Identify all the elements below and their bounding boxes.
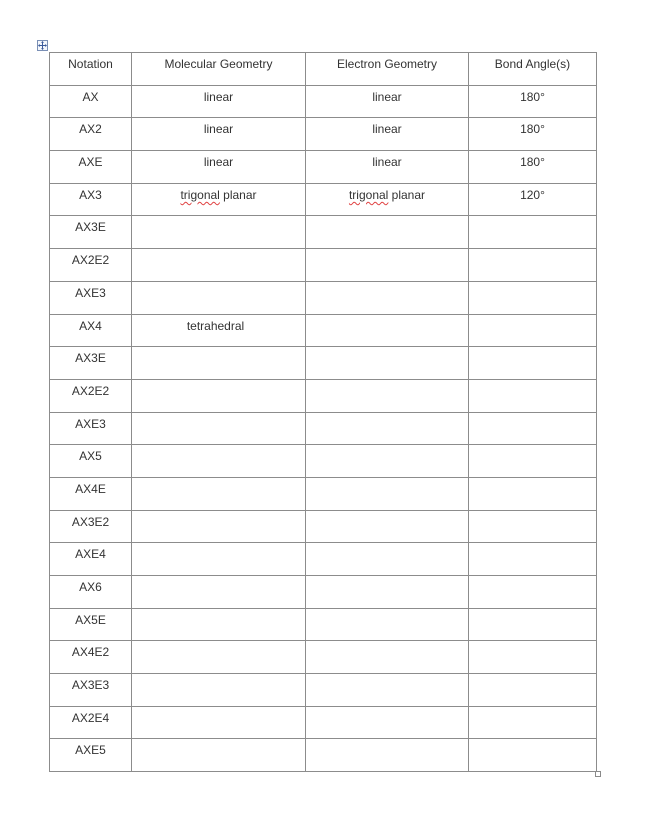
molecular-geometry-cell[interactable] <box>132 412 306 445</box>
electron-geometry-cell-text: trigonal planar <box>348 187 426 202</box>
notation-cell-text: AX3E3 <box>71 678 110 693</box>
electron-geometry-cell-text <box>306 511 468 515</box>
spellcheck-flagged-word[interactable]: trigonal <box>180 187 220 202</box>
molecular-geometry-cell-text <box>132 511 305 515</box>
table-row <box>50 347 597 380</box>
bond-angle-cell[interactable] <box>469 216 597 249</box>
molecular-geometry-cell-text: tetrahedral <box>186 318 245 333</box>
molecular-geometry-cell[interactable] <box>132 183 306 216</box>
notation-cell[interactable] <box>50 641 132 674</box>
bond-angle-cell[interactable] <box>469 739 597 772</box>
molecular-geometry-cell[interactable] <box>132 477 306 510</box>
electron-geometry-cell-text <box>306 609 468 613</box>
electron-geometry-cell[interactable] <box>306 216 469 249</box>
notation-cell-text: AXE5 <box>75 743 106 758</box>
notation-cell[interactable] <box>50 412 132 445</box>
notation-cell[interactable] <box>50 739 132 772</box>
notation-cell[interactable] <box>50 576 132 609</box>
molecular-geometry-cell[interactable] <box>132 608 306 641</box>
four-way-arrow-icon <box>38 41 47 50</box>
molecular-geometry-cell[interactable] <box>132 118 306 151</box>
notation-cell-text: AX2E2 <box>71 383 110 398</box>
bond-angle-cell-text <box>469 576 596 580</box>
header-bond-angles[interactable] <box>469 53 597 86</box>
bond-angle-cell[interactable] <box>469 510 597 543</box>
bond-angle-cell-text <box>469 674 596 678</box>
electron-geometry-cell[interactable] <box>306 445 469 478</box>
bond-angle-cell[interactable] <box>469 445 597 478</box>
electron-geometry-cell[interactable] <box>306 183 469 216</box>
notation-cell[interactable] <box>50 151 132 184</box>
molecular-geometry-cell-text <box>132 609 305 613</box>
header-electron-geometry-label: Electron Geometry <box>336 57 438 71</box>
notation-cell-text: AX3 <box>79 187 102 202</box>
molecular-geometry-cell-text <box>132 249 305 253</box>
electron-geometry-cell-text <box>306 347 468 351</box>
notation-cell[interactable] <box>50 608 132 641</box>
table-row <box>50 576 597 609</box>
notation-cell-text: AX <box>82 89 99 104</box>
notation-cell[interactable] <box>50 510 132 543</box>
notation-cell[interactable] <box>50 183 132 216</box>
table-row <box>50 543 597 576</box>
bond-angle-cell-text: 180° <box>520 155 545 170</box>
molecular-geometry-cell[interactable] <box>132 216 306 249</box>
molecular-geometry-cell-text <box>132 576 305 580</box>
molecular-geometry-cell[interactable] <box>132 706 306 739</box>
bond-angle-cell[interactable] <box>469 641 597 674</box>
electron-geometry-cell-text <box>306 641 468 645</box>
molecular-geometry-cell[interactable] <box>132 347 306 380</box>
table-row <box>50 118 597 151</box>
header-electron-geometry[interactable] <box>306 53 469 86</box>
table-row <box>50 412 597 445</box>
bond-angle-cell-text: 180° <box>520 89 545 104</box>
table-body <box>50 85 597 771</box>
bond-angle-cell-text <box>469 641 596 645</box>
electron-geometry-cell-text <box>306 543 468 547</box>
bond-angle-cell[interactable] <box>469 412 597 445</box>
notation-cell-text: AXE <box>78 155 103 170</box>
electron-geometry-cell-text <box>306 707 468 711</box>
bond-angle-cell[interactable] <box>469 543 597 576</box>
bond-angle-cell[interactable] <box>469 347 597 380</box>
molecular-geometry-cell[interactable] <box>132 314 306 347</box>
notation-cell-text: AX5 <box>79 449 102 464</box>
bond-angle-cell[interactable] <box>469 249 597 282</box>
molecular-geometry-cell-text <box>132 282 305 286</box>
bond-angle-cell-text <box>469 739 596 743</box>
notation-cell[interactable] <box>50 347 132 380</box>
vsepr-geometry-table <box>49 52 597 772</box>
bond-angle-cell-text <box>469 609 596 613</box>
notation-cell-text: AX4 <box>79 318 102 333</box>
notation-cell[interactable] <box>50 216 132 249</box>
notation-cell-text: AX5E <box>75 612 106 627</box>
spellcheck-flagged-word[interactable]: trigonal <box>348 187 389 202</box>
notation-cell-text: AX6 <box>79 580 102 594</box>
electron-geometry-cell[interactable] <box>306 674 469 707</box>
notation-cell-text: AXE3 <box>75 416 106 431</box>
bond-angle-cell-text <box>469 249 596 253</box>
notation-cell[interactable] <box>50 118 132 151</box>
table-row <box>50 674 597 707</box>
molecular-geometry-cell-text <box>132 674 305 678</box>
molecular-geometry-cell-text <box>132 641 305 645</box>
notation-cell-text: AX2E4 <box>71 710 110 725</box>
electron-geometry-cell-text: linear <box>372 155 402 170</box>
bond-angle-cell-text <box>469 707 596 711</box>
table-row <box>50 249 597 282</box>
notation-cell[interactable] <box>50 477 132 510</box>
molecular-geometry-cell-text <box>132 216 305 220</box>
table-row <box>50 151 597 184</box>
electron-geometry-cell-text <box>306 282 468 286</box>
bond-angle-cell-text <box>469 282 596 286</box>
molecular-geometry-cell-text: linear <box>203 155 234 170</box>
molecular-geometry-cell[interactable] <box>132 674 306 707</box>
electron-geometry-cell-text <box>306 216 468 220</box>
table-row <box>50 379 597 412</box>
molecular-geometry-cell[interactable] <box>132 510 306 543</box>
electron-geometry-cell-text <box>306 315 468 319</box>
molecular-geometry-cell-text <box>132 445 305 449</box>
molecular-geometry-cell-text <box>132 543 305 547</box>
notation-cell-text: AX3E <box>75 220 106 235</box>
molecular-geometry-cell-text <box>132 707 305 711</box>
electron-geometry-cell-text <box>306 478 468 482</box>
notation-cell-text: AX4E2 <box>71 645 110 660</box>
molecular-geometry-cell-text: trigonal planar <box>180 187 257 202</box>
table-row <box>50 183 597 216</box>
bond-angle-cell[interactable] <box>469 674 597 707</box>
notation-cell[interactable] <box>50 314 132 347</box>
notation-cell-text: AX3E <box>75 351 106 366</box>
bond-angle-cell[interactable] <box>469 379 597 412</box>
electron-geometry-cell[interactable] <box>306 706 469 739</box>
electron-geometry-cell[interactable] <box>306 412 469 445</box>
electron-geometry-cell[interactable] <box>306 477 469 510</box>
bond-angle-cell[interactable] <box>469 706 597 739</box>
molecular-geometry-cell-text <box>132 478 305 482</box>
table-row <box>50 477 597 510</box>
bond-angle-cell-text <box>469 216 596 220</box>
molecular-geometry-cell[interactable] <box>132 445 306 478</box>
header-molecular-geometry[interactable] <box>132 53 306 86</box>
electron-geometry-cell-text <box>306 380 468 384</box>
electron-geometry-cell-text: linear <box>372 122 402 137</box>
electron-geometry-cell[interactable] <box>306 314 469 347</box>
bond-angle-cell[interactable] <box>469 477 597 510</box>
table-row <box>50 739 597 772</box>
bond-angle-cell[interactable] <box>469 118 597 151</box>
molecular-geometry-cell-text <box>132 739 305 743</box>
molecular-geometry-cell-text <box>132 380 305 384</box>
notation-cell-text: AXE3 <box>75 285 106 300</box>
bond-angle-cell[interactable] <box>469 85 597 118</box>
table-row <box>50 281 597 314</box>
electron-geometry-cell-text <box>306 249 468 253</box>
electron-geometry-cell[interactable] <box>306 739 469 772</box>
bond-angle-cell[interactable] <box>469 576 597 609</box>
electron-geometry-cell[interactable] <box>306 576 469 609</box>
table-header-row <box>50 53 597 86</box>
electron-geometry-cell-text <box>306 413 468 417</box>
electron-geometry-cell[interactable] <box>306 543 469 576</box>
electron-geometry-cell-text <box>306 445 468 449</box>
electron-geometry-cell[interactable] <box>306 151 469 184</box>
electron-geometry-cell[interactable] <box>306 641 469 674</box>
molecular-geometry-cell-text: linear <box>203 122 234 137</box>
molecular-geometry-cell-text: linear <box>203 89 234 104</box>
bond-angle-cell[interactable] <box>469 608 597 641</box>
bond-angle-cell-text: 180° <box>520 122 545 137</box>
notation-cell-text: AXE4 <box>75 547 106 562</box>
electron-geometry-cell[interactable] <box>306 510 469 543</box>
electron-geometry-cell[interactable] <box>306 281 469 314</box>
table-row <box>50 314 597 347</box>
bond-angle-cell-text: 120° <box>520 187 545 202</box>
notation-cell[interactable] <box>50 249 132 282</box>
bond-angle-cell-text <box>469 413 596 417</box>
electron-geometry-cell[interactable] <box>306 379 469 412</box>
notation-cell[interactable] <box>50 543 132 576</box>
electron-geometry-cell-text <box>306 576 468 580</box>
electron-geometry-cell[interactable] <box>306 85 469 118</box>
molecular-geometry-cell[interactable] <box>132 543 306 576</box>
molecular-geometry-cell[interactable] <box>132 249 306 282</box>
bond-angle-cell-text <box>469 445 596 449</box>
header-bond-angles-label: Bond Angle(s) <box>494 57 571 71</box>
electron-geometry-cell-text <box>306 674 468 678</box>
electron-geometry-cell[interactable] <box>306 608 469 641</box>
notation-cell[interactable] <box>50 281 132 314</box>
electron-geometry-cell-text <box>306 739 468 743</box>
notation-cell-text: AX4E <box>75 481 106 496</box>
molecular-geometry-cell[interactable] <box>132 576 306 609</box>
table-row <box>50 641 597 674</box>
bond-angle-cell-text <box>469 478 596 482</box>
header-notation[interactable] <box>50 53 132 86</box>
molecular-geometry-cell[interactable] <box>132 739 306 772</box>
notation-cell[interactable] <box>50 674 132 707</box>
molecular-geometry-cell[interactable] <box>132 85 306 118</box>
bond-angle-cell[interactable] <box>469 151 597 184</box>
notation-cell-text: AX2 <box>79 122 102 137</box>
table-row <box>50 445 597 478</box>
bond-angle-cell-text <box>469 315 596 319</box>
bond-angle-cell[interactable] <box>469 314 597 347</box>
bond-angle-cell[interactable] <box>469 281 597 314</box>
table-row <box>50 216 597 249</box>
molecular-geometry-cell[interactable] <box>132 379 306 412</box>
bond-angle-cell-text <box>469 347 596 351</box>
notation-cell[interactable] <box>50 379 132 412</box>
electron-geometry-cell[interactable] <box>306 249 469 282</box>
electron-geometry-cell[interactable] <box>306 118 469 151</box>
table-resize-handle-icon[interactable] <box>595 771 601 777</box>
electron-geometry-cell-text: linear <box>372 89 402 104</box>
molecular-geometry-cell[interactable] <box>132 281 306 314</box>
bond-angle-cell-text <box>469 543 596 547</box>
table-row <box>50 85 597 118</box>
molecular-geometry-cell[interactable] <box>132 641 306 674</box>
bond-angle-cell-text <box>469 380 596 384</box>
bond-angle-cell-text <box>469 511 596 515</box>
molecular-geometry-cell-text <box>132 413 305 417</box>
notation-cell-text: AX2E2 <box>71 253 110 268</box>
notation-cell[interactable] <box>50 85 132 118</box>
notation-cell[interactable] <box>50 445 132 478</box>
notation-cell-text: AX3E2 <box>71 514 110 529</box>
table-row <box>50 608 597 641</box>
table-row <box>50 706 597 739</box>
molecular-geometry-cell[interactable] <box>132 151 306 184</box>
header-notation-label: Notation <box>68 57 113 71</box>
table-move-handle-icon[interactable] <box>37 40 48 51</box>
bond-angle-cell[interactable] <box>469 183 597 216</box>
electron-geometry-cell[interactable] <box>306 347 469 380</box>
notation-cell[interactable] <box>50 706 132 739</box>
molecular-geometry-cell-text <box>132 347 305 351</box>
header-molecular-geometry-label: Molecular Geometry <box>164 57 273 71</box>
table-row <box>50 510 597 543</box>
